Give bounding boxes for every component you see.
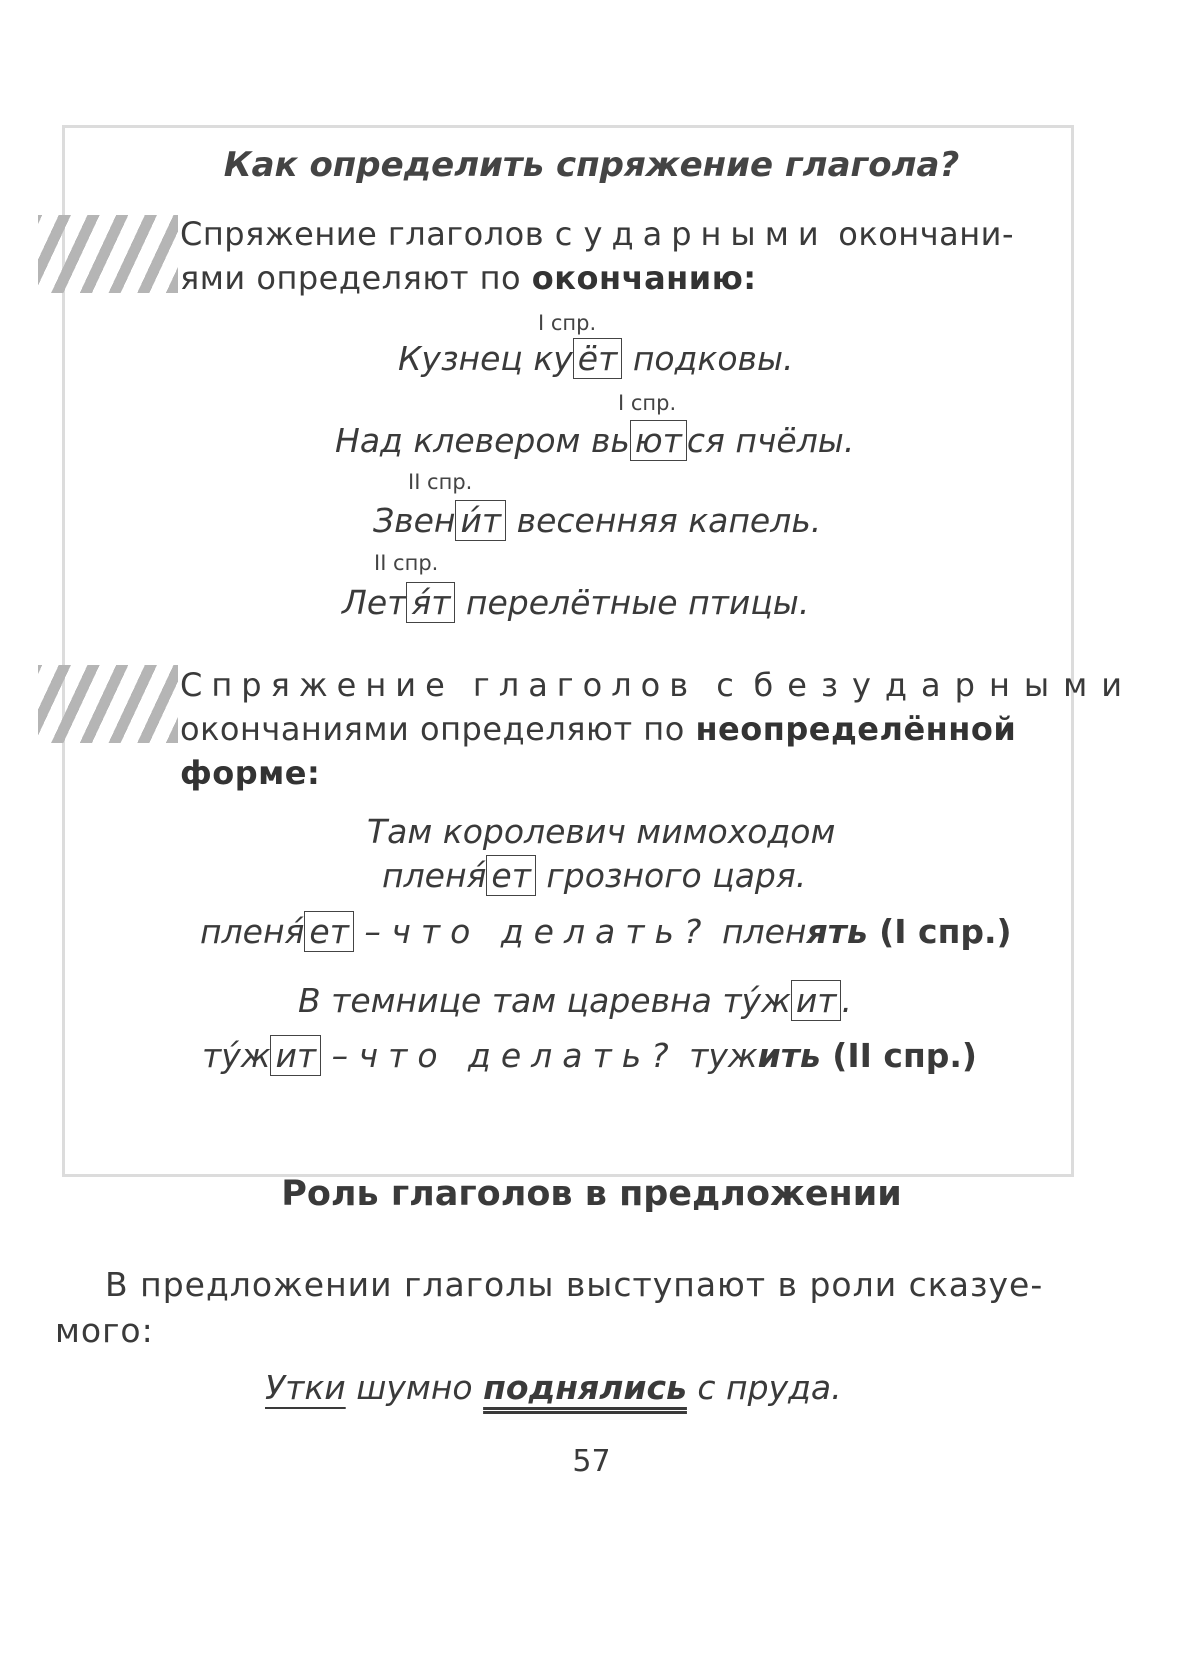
example-4: Лет я́т перелётные птицы. bbox=[342, 583, 810, 622]
example-5-line1: Там королевич мимоходом bbox=[367, 812, 836, 851]
rule2-line1: Спряжение глаголов с безударными bbox=[180, 666, 1137, 704]
stripe-marker-icon bbox=[38, 215, 178, 293]
page-number: 57 bbox=[572, 1444, 611, 1479]
example-6: пленя́ ет – что делать? пленять (I спр.) bbox=[200, 912, 1012, 951]
ex2-label: I спр. bbox=[618, 391, 677, 415]
ex4-label: II спр. bbox=[374, 551, 439, 575]
example-2: Над клевером вь ют ся пчёлы. bbox=[335, 421, 855, 460]
section-heading: Роль глаголов в предложении bbox=[281, 1174, 902, 1214]
rule1-line2: ями определяют по окончанию: bbox=[180, 259, 757, 297]
ex1-label: I спр. bbox=[538, 311, 597, 335]
section-example: Утки шумно поднялись с пруда. bbox=[265, 1368, 842, 1407]
example-1: Кузнец ку ёт подковы. bbox=[398, 339, 794, 378]
example-3: Звен и́т весенняя капель. bbox=[373, 501, 822, 540]
subject: Утки bbox=[265, 1368, 346, 1407]
rule2-line3: форме: bbox=[180, 754, 321, 792]
stripe-marker-icon bbox=[38, 665, 178, 743]
example-7: В темнице там царевна ту́ж ит . bbox=[298, 981, 852, 1020]
example-5-line2: пленя́ ет грозного царя. bbox=[382, 856, 807, 895]
rule1-line1: Спряжение глаголов с ударными окончани- bbox=[180, 215, 1014, 253]
example-8: ту́ж ит – что делать? тужить (II спр.) bbox=[202, 1036, 977, 1075]
section-para-line1: В предложении глаголы выступают в роли сказуе- bbox=[105, 1265, 1044, 1304]
box-title: Как определить спряжение глагола? bbox=[223, 145, 960, 185]
section-para-line2: мого: bbox=[55, 1311, 154, 1350]
ex3-label: II спр. bbox=[408, 470, 473, 494]
rule2-line2: окончаниями определяют по неопределённой bbox=[180, 710, 1017, 748]
predicate: поднялись bbox=[483, 1368, 687, 1407]
